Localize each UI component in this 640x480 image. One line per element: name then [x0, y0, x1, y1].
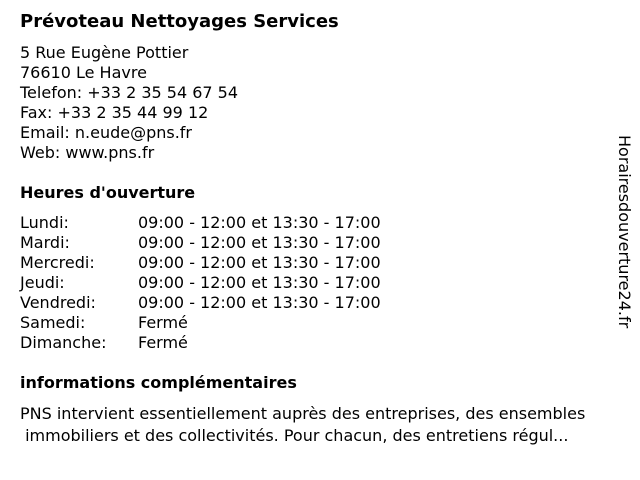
day-label: Jeudi:: [20, 273, 65, 292]
day-label: Dimanche:: [20, 333, 107, 352]
day-hours: Fermé: [138, 333, 188, 352]
day-label: Mardi:: [20, 233, 70, 252]
website: Web: www.pns.fr: [20, 143, 155, 162]
contact-block: [20, 43, 238, 163]
opening-hours-heading: Heures d'ouverture: [20, 183, 196, 202]
additional-info-heading: informations complémentaires: [20, 373, 297, 392]
site-watermark: Horairesdouverture24.fr: [615, 135, 634, 329]
phone-number: Telefon: +33 2 35 54 67 54: [20, 83, 239, 102]
info-line-2: immobiliers et des collectivités. Pour chacun, des entretiens régul...: [20, 426, 569, 445]
day-hours: 09:00 - 12:00 et 13:30 - 17:00: [138, 273, 381, 292]
address-street: 5 Rue Eugène Pottier: [20, 43, 189, 62]
address-city: 76610 Le Havre: [20, 63, 147, 82]
info-line-1: PNS intervient essentiellement auprès des entreprises, des ensembles: [20, 404, 586, 423]
day-label: Vendredi:: [20, 293, 96, 312]
business-name: Prévoteau Nettoyages Services: [20, 11, 339, 32]
day-hours: 09:00 - 12:00 et 13:30 - 17:00: [138, 233, 381, 252]
day-hours: 09:00 - 12:00 et 13:30 - 17:00: [138, 213, 381, 232]
day-label: Mercredi:: [20, 253, 95, 272]
additional-info-text: [20, 403, 632, 447]
day-hours: Fermé: [138, 313, 188, 332]
email-address: Email: n.eude@pns.fr: [20, 123, 193, 142]
day-label: Samedi:: [20, 313, 86, 332]
day-hours: 09:00 - 12:00 et 13:30 - 17:00: [138, 253, 381, 272]
day-hours: 09:00 - 12:00 et 13:30 - 17:00: [138, 293, 381, 312]
fax-number: Fax: +33 2 35 44 99 12: [20, 103, 209, 122]
day-label: Lundi:: [20, 213, 69, 232]
